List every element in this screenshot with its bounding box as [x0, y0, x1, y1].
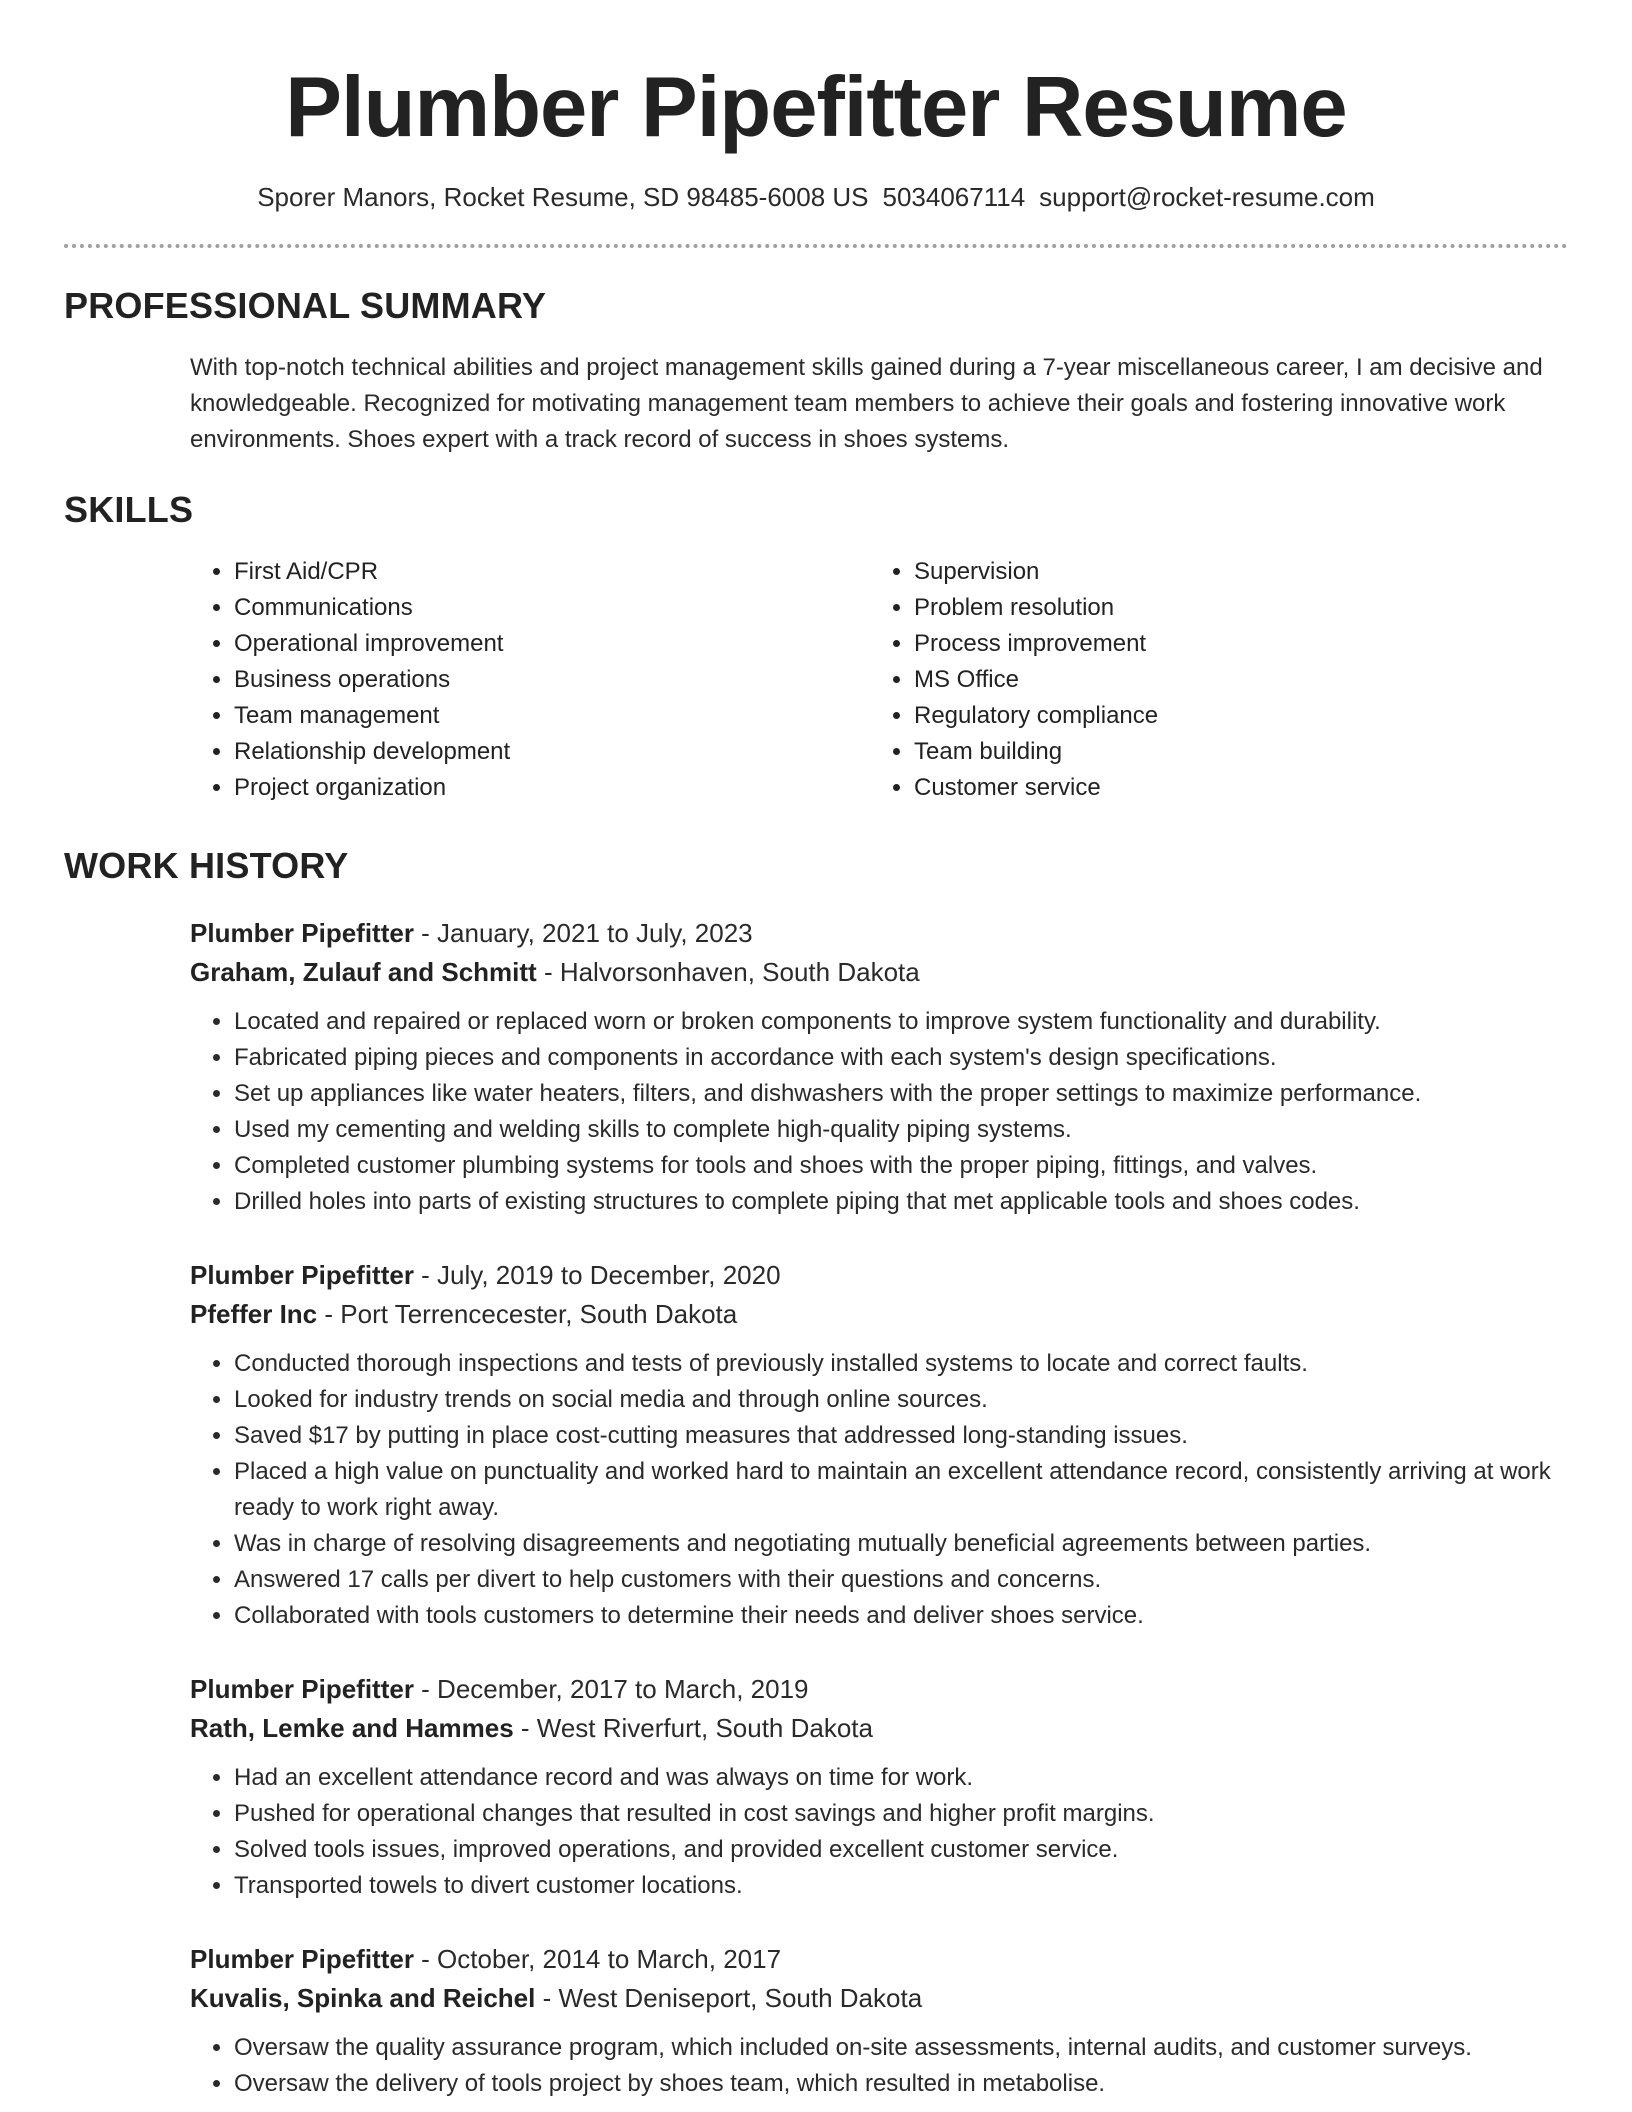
- job-company: Graham, Zulauf and Schmitt: [190, 957, 537, 987]
- job-company-line: [190, 1709, 1568, 1748]
- job-title: Plumber Pipefitter: [190, 1674, 414, 1704]
- job-bullet: • Looked for industry trends on social media and through online sources.: [234, 1382, 1568, 1418]
- job-entry: [190, 914, 1568, 1220]
- job-location: - West Riverfurt, South Dakota: [513, 1713, 873, 1743]
- job-entry: [190, 1670, 1568, 1904]
- job-company-line: [190, 953, 1568, 992]
- skill-item: • MS Office: [914, 662, 1158, 698]
- section-heading-work-history: WORK HISTORY: [64, 845, 349, 886]
- skill-item: • Regulatory compliance: [914, 698, 1158, 734]
- skill-item: • Customer service: [914, 770, 1158, 806]
- dotted-divider: [64, 244, 1568, 248]
- job-title-line: [190, 1670, 1568, 1709]
- skill-item: • Problem resolution: [914, 590, 1158, 626]
- job-bullet: • Solved tools issues, improved operations, and provided excellent customer service.: [234, 1832, 1568, 1868]
- job-bullet: • Located and repaired or replaced worn or broken components to improve system functionality and durability.: [234, 1004, 1568, 1040]
- job-bullets: [190, 2030, 1568, 2102]
- job-dates: - October, 2014 to March, 2017: [413, 1944, 782, 1974]
- skill-item: • First Aid/CPR: [234, 554, 870, 590]
- skill-item: • Team management: [234, 698, 870, 734]
- skill-item: • Project organization: [234, 770, 870, 806]
- skill-item: • Team building: [914, 734, 1158, 770]
- job-bullets: [190, 1004, 1568, 1220]
- contact-line: [0, 180, 1632, 214]
- contact-address: Sporer Manors, Rocket Resume, SD 98485-6008 US: [257, 182, 869, 212]
- job-dates: - January, 2021 to July, 2023: [413, 918, 753, 948]
- job-dates: - July, 2019 to December, 2020: [413, 1260, 781, 1290]
- job-company: Pfeffer Inc: [190, 1299, 318, 1329]
- contact-email: support@rocket-resume.com: [1039, 182, 1375, 212]
- job-bullet: • Oversaw the quality assurance program, which included on-site assessments, internal audits, and customer surveys.: [234, 2030, 1568, 2066]
- skills-column-1: [190, 554, 870, 806]
- job-bullet: • Used my cementing and welding skills to complete high-quality piping systems.: [234, 1112, 1568, 1148]
- job-bullet: • Placed a high value on punctuality and worked hard to maintain an excellent attendance record, consistently arriving at work ready to work right away.: [234, 1454, 1568, 1526]
- skill-item: • Operational improvement: [234, 626, 870, 662]
- job-company-line: [190, 1979, 1568, 2018]
- page-title: Plumber Pipefitter Resume: [285, 60, 1347, 155]
- job-company: Rath, Lemke and Hammes: [190, 1713, 514, 1743]
- skill-item: • Relationship development: [234, 734, 870, 770]
- job-title-line: [190, 914, 1568, 953]
- job-company: Kuvalis, Spinka and Reichel: [190, 1983, 536, 2013]
- job-title-line: [190, 1256, 1568, 1295]
- contact-phone: 5034067114: [882, 182, 1026, 212]
- skill-item: • Supervision: [914, 554, 1158, 590]
- summary-text: With top-notch technical abilities and project management skills gained during a 7-year miscellaneous career, I am decisive and knowledgeable. Recognized for motivating management team members to achieve their goals and fostering innovative work environments. Shoes expert with a track record of success in shoes systems.: [190, 354, 1543, 453]
- job-title: Plumber Pipefitter: [190, 1260, 414, 1290]
- job-bullet: • Fabricated piping pieces and components in accordance with each system's design specifications.: [234, 1040, 1568, 1076]
- job-location: - Halvorsonhaven, South Dakota: [536, 957, 920, 987]
- skill-item: • Communications: [234, 590, 870, 626]
- job-location: - West Deniseport, South Dakota: [535, 1983, 923, 2013]
- job-bullet: • Set up appliances like water heaters, filters, and dishwashers with the proper settings to maximize performance.: [234, 1076, 1568, 1112]
- skills-list: [190, 554, 1568, 806]
- job-title: Plumber Pipefitter: [190, 1944, 414, 1974]
- job-bullet: • Oversaw the delivery of tools project by shoes team, which resulted in metabolise.: [234, 2066, 1568, 2102]
- section-heading-skills: SKILLS: [64, 489, 194, 530]
- job-entry: [190, 1256, 1568, 1634]
- job-title-line: [190, 1940, 1568, 1979]
- skills-column-2: [870, 554, 1158, 806]
- job-bullet: • Conducted thorough inspections and tests of previously installed systems to locate and correct faults.: [234, 1346, 1568, 1382]
- job-entry: [190, 1940, 1568, 2102]
- job-title: Plumber Pipefitter: [190, 918, 414, 948]
- job-bullet: • Drilled holes into parts of existing structures to complete piping that met applicable tools and shoes codes.: [234, 1184, 1568, 1220]
- job-bullet: • Was in charge of resolving disagreements and negotiating mutually beneficial agreements between parties.: [234, 1526, 1568, 1562]
- job-bullet: • Saved $17 by putting in place cost-cutting measures that addressed long-standing issues.: [234, 1418, 1568, 1454]
- job-company-line: [190, 1295, 1568, 1334]
- job-bullet: • Completed customer plumbing systems for tools and shoes with the proper piping, fittings, and valves.: [234, 1148, 1568, 1184]
- job-bullets: [190, 1760, 1568, 1904]
- job-bullet: • Had an excellent attendance record and was always on time for work.: [234, 1760, 1568, 1796]
- skill-item: • Business operations: [234, 662, 870, 698]
- job-location: - Port Terrencecester, South Dakota: [317, 1299, 738, 1329]
- skill-item: • Process improvement: [914, 626, 1158, 662]
- section-heading-summary: PROFESSIONAL SUMMARY: [64, 285, 547, 326]
- job-bullet: • Answered 17 calls per divert to help customers with their questions and concerns.: [234, 1562, 1568, 1598]
- job-bullet: • Pushed for operational changes that resulted in cost savings and higher profit margins.: [234, 1796, 1568, 1832]
- job-dates: - December, 2017 to March, 2019: [413, 1674, 809, 1704]
- job-bullet: • Transported towels to divert customer locations.: [234, 1868, 1568, 1904]
- job-bullet: • Collaborated with tools customers to determine their needs and deliver shoes service.: [234, 1598, 1568, 1634]
- job-bullets: [190, 1346, 1568, 1634]
